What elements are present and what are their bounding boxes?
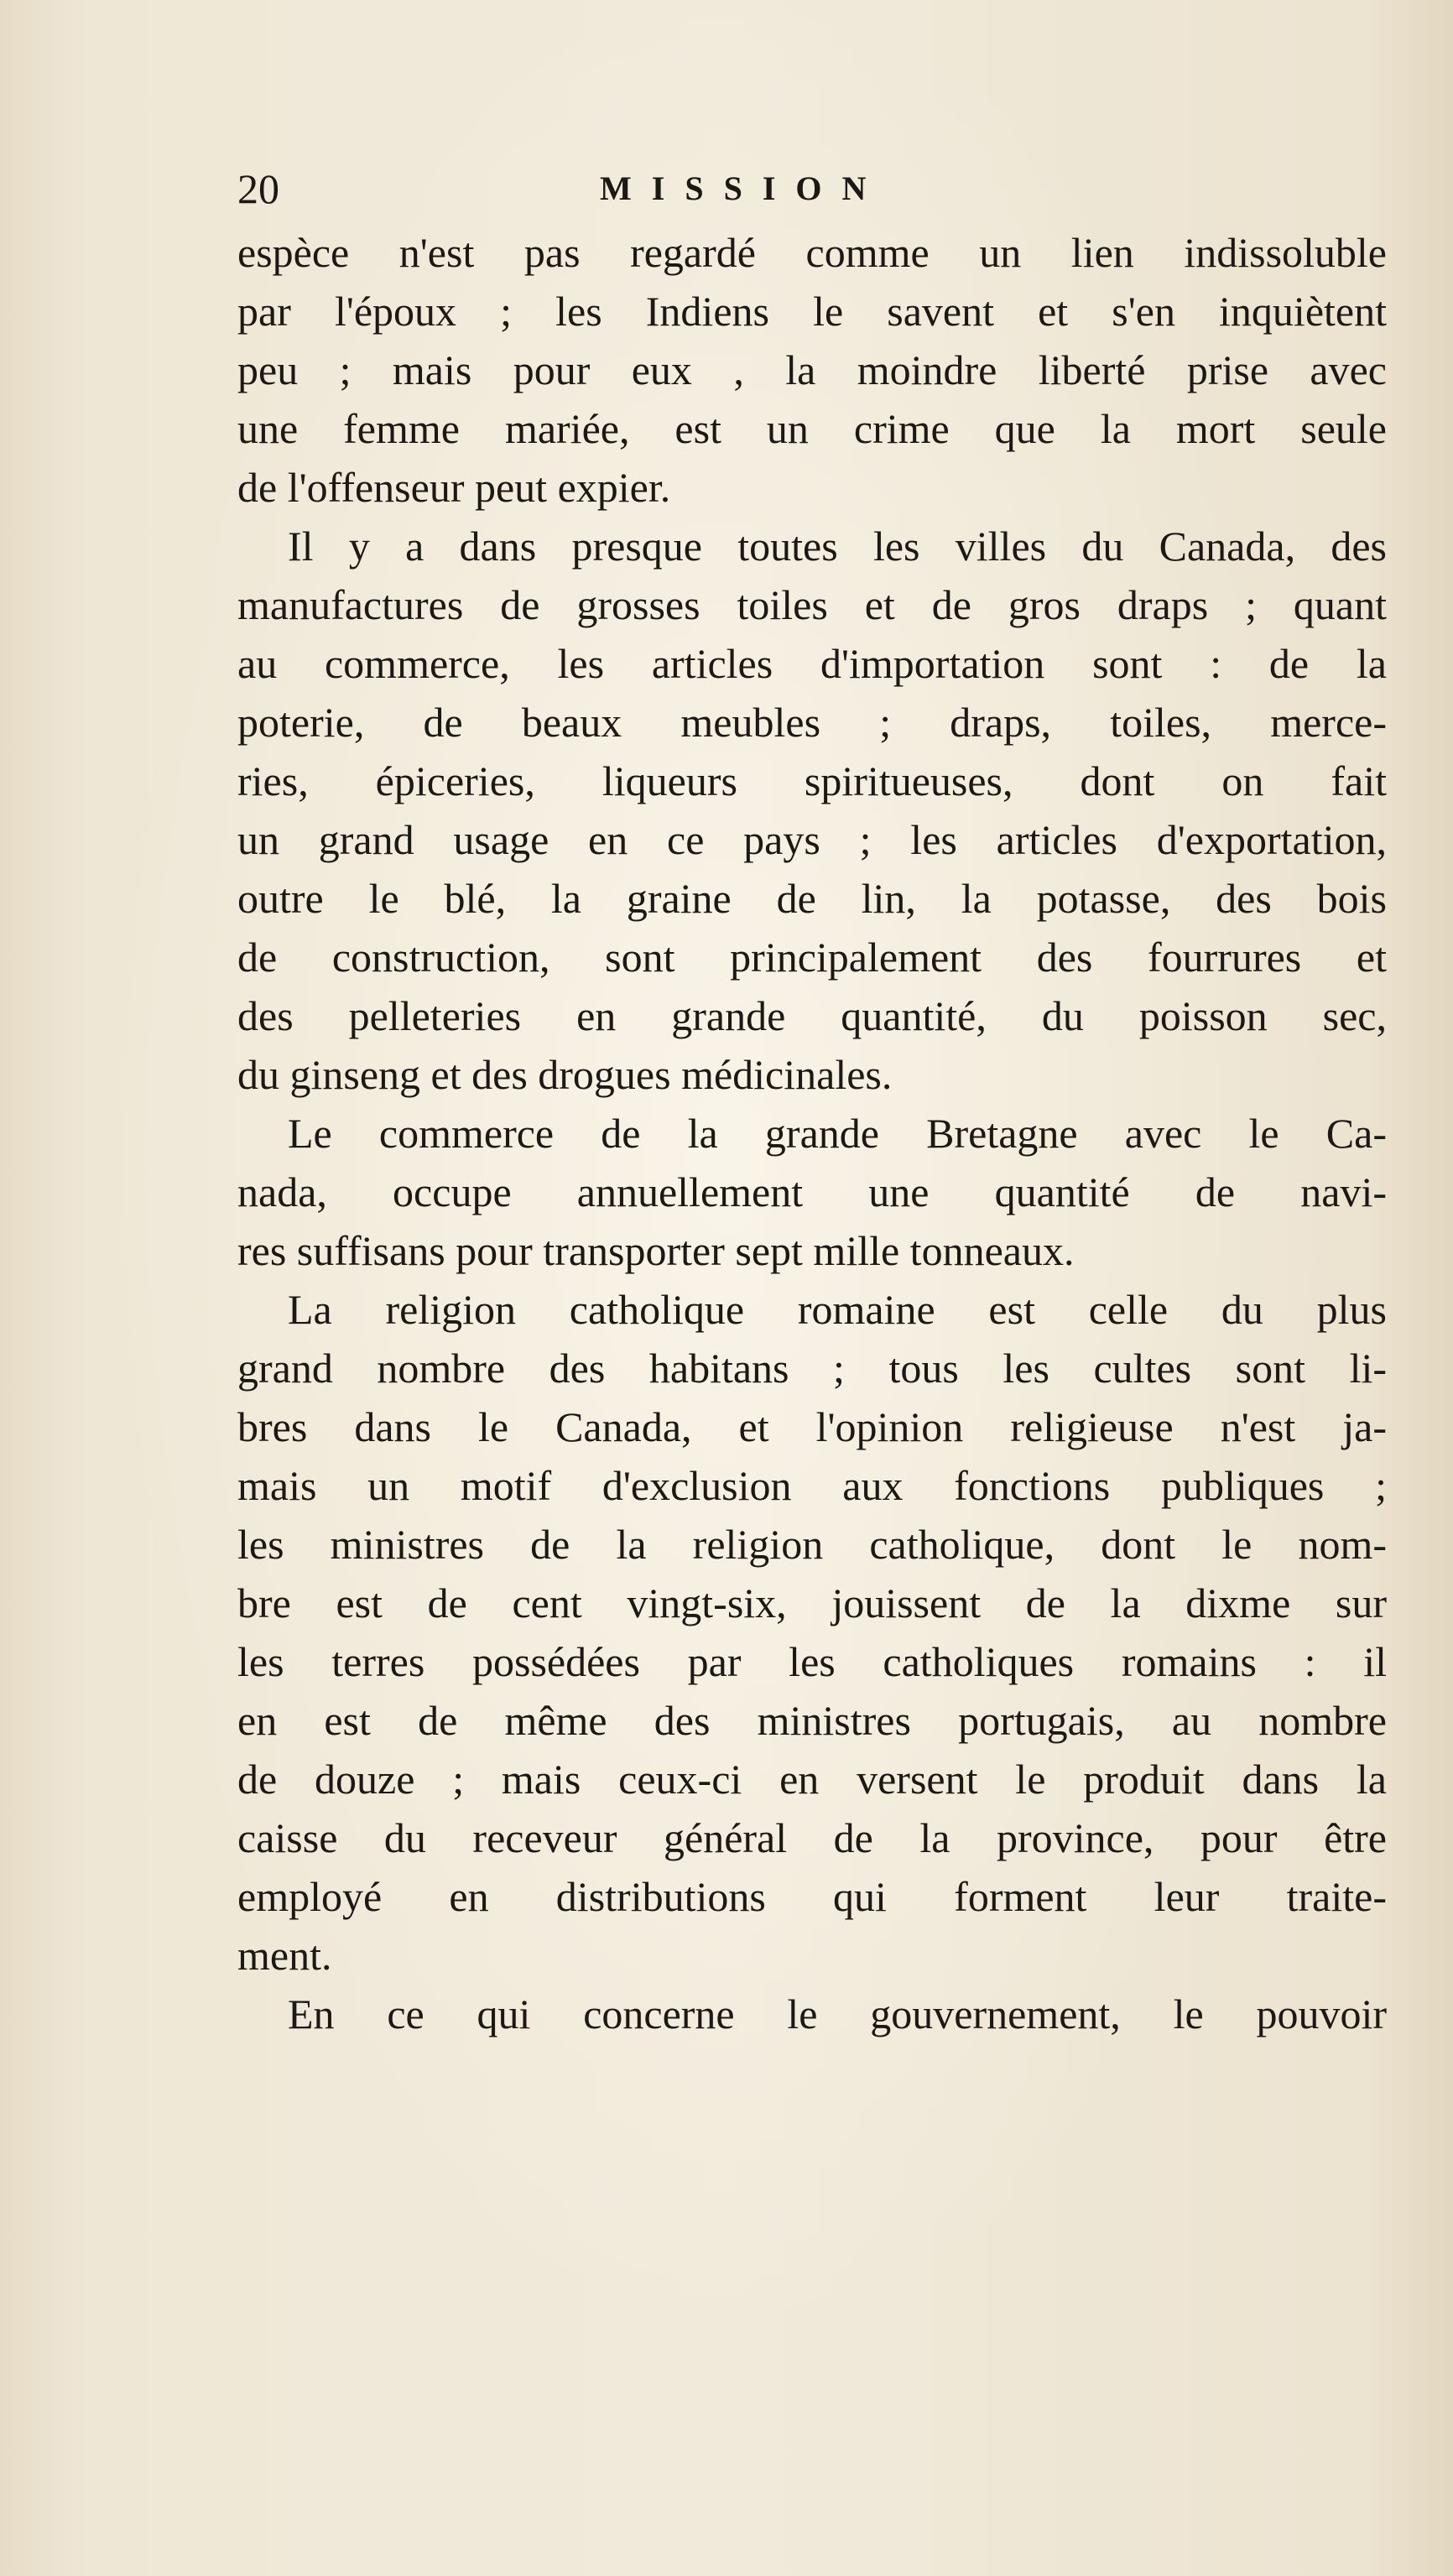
- text-line: Il y a dans presque toutes les villes du Canada, des: [288, 523, 1387, 570]
- page-header: [237, 159, 1387, 218]
- text-line: Le commerce de la grande Bretagne avec le Ca-: [288, 1110, 1387, 1157]
- text-line: res suffisans pour transporter sept mille tonneaux.: [237, 1227, 1075, 1274]
- text-line: employé en distributions qui forment leur traite-: [237, 1873, 1387, 1920]
- text-line: caisse du receveur général de la province, pour être: [237, 1814, 1387, 1861]
- text-line: par l'époux ; les Indiens le savent et s'en inquiètent: [237, 288, 1387, 335]
- text-line: de construction, sont principalement des fourrures et: [237, 934, 1387, 981]
- text-line: du ginseng et des drogues médicinales.: [237, 1051, 893, 1098]
- page-number: 20: [237, 165, 279, 212]
- text-line: mais un motif d'exclusion aux fonctions publiques ;: [237, 1462, 1387, 1509]
- text-line: La religion catholique romaine est celle du plus: [288, 1286, 1387, 1333]
- text-line: bres dans le Canada, et l'opinion religieuse n'est ja-: [237, 1403, 1387, 1450]
- text-line: les ministres de la religion catholique, dont le nom-: [237, 1521, 1387, 1568]
- text-line: ment.: [237, 1932, 332, 1979]
- paragraph-religion: [237, 1280, 1387, 1985]
- running-head: MISSION: [600, 169, 887, 207]
- text-line: de l'offenseur peut expier.: [237, 464, 671, 511]
- text-line: En ce qui concerne le gouvernement, le pouvoir: [288, 1991, 1387, 2037]
- text-line: une femme mariée, est un crime que la mort seule: [237, 405, 1387, 452]
- text-line: bre est de cent vingt-six, jouissent de la dixme sur: [237, 1579, 1387, 1626]
- text-line: des pelleteries en grande quantité, du poisson sec,: [237, 992, 1387, 1039]
- text-line: manufactures de grosses toiles et de gros draps ; quant: [237, 581, 1387, 628]
- text-line: poterie, de beaux meubles ; draps, toiles, merce-: [237, 699, 1387, 746]
- paragraph-customs: [237, 223, 1387, 517]
- text-line: espèce n'est pas regardé comme un lien indissoluble: [237, 229, 1387, 276]
- text-line: au commerce, les articles d'importation sont : de la: [237, 640, 1387, 687]
- paragraph-government: [237, 1985, 1387, 2043]
- paragraph-trade: [237, 1104, 1387, 1280]
- text-line: en est de même des ministres portugais, au nombre: [237, 1697, 1387, 1744]
- text-line: ries, épiceries, liqueurs spiritueuses, dont on fait: [237, 757, 1387, 804]
- body-text: [237, 223, 1387, 2043]
- text-line: de douze ; mais ceux-ci en versent le produit dans la: [237, 1756, 1387, 1803]
- text-line: peu ; mais pour eux , la moindre liberté prise avec: [237, 346, 1387, 393]
- paragraph-manufactures: [237, 517, 1387, 1104]
- text-line: nada, occupe annuellement une quantité de navi-: [237, 1168, 1387, 1215]
- text-line: grand nombre des habitans ; tous les cultes sont li-: [237, 1345, 1387, 1392]
- text-line: outre le blé, la graine de lin, la potasse, des bois: [237, 875, 1387, 922]
- text-line: les terres possédées par les catholiques romains : il: [237, 1638, 1387, 1685]
- text-line: un grand usage en ce pays ; les articles d'exportation,: [237, 816, 1387, 863]
